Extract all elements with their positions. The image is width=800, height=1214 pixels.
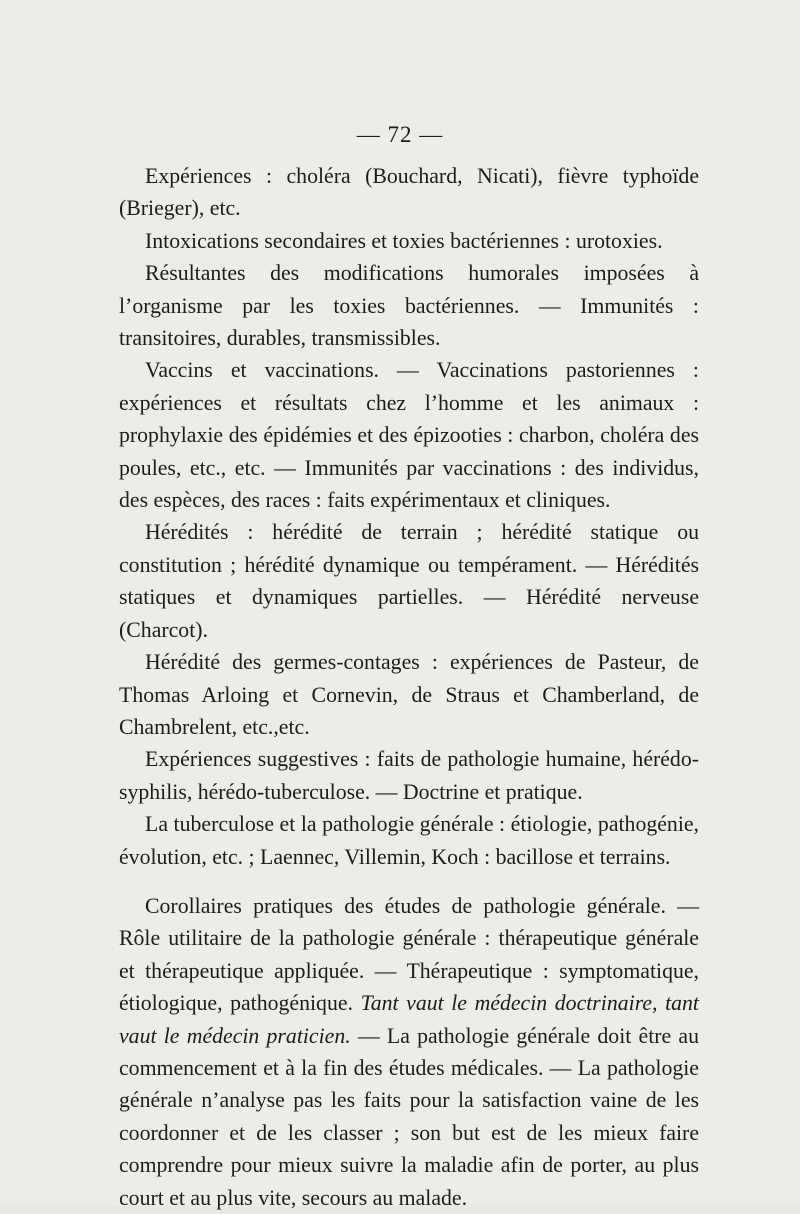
corollaires-text-end: — La pathologie générale doit être au commencement et à la fin des études médicales. — La pathologie générale n’analyse pas les faits pour la satisfaction vaine de les coordonner et de les classer ; son but est de les mieux faire comprendre pour mieux suivre la maladie afin de porter, au plus court et au plus vite, secours au malade.: [119, 1023, 699, 1210]
paragraph-heredite-germes: Hérédité des germes-contages : expériences de Pasteur, de Thomas Arloing et Cornevin, de Straus et Chamberland, de Chambrelent, etc.,etc.: [119, 650, 699, 739]
paragraph-intoxications: Intoxications secondaires et toxies bactériennes : urotoxies.: [145, 228, 663, 253]
paragraph-vaccins: Vaccins et vaccinations. — Vaccinations pastoriennes : expériences et résultats chez l’homme et les animaux : prophylaxie des épidémies et des épizooties : charbon, choléra des poules, etc., etc. — Immunités par vaccinations : des individus, des espèces, des races : faits expérimentaux et cliniques.: [119, 358, 699, 513]
paragraph-heredites: Hérédités : hérédité de terrain ; hérédité statique ou constitution ; hérédité dynamique ou tempérament. — Hérédités statiques et dynamiques partielles. — Hérédité nerveuse (Charcot).: [119, 520, 699, 642]
page-number: — 72 —: [356, 122, 444, 147]
paragraph-tuberculose: La tuberculose et la pathologie générale : étiologie, pathogénie, évolution, etc. ; Laennec, Villemin, Koch : bacillose et terrains.: [119, 812, 699, 869]
body-text: [119, 160, 699, 1214]
paragraph-corollaires: [119, 890, 699, 1214]
paragraph-experiences-suggestives: Expériences suggestives : faits de pathologie humaine, hérédo-syphilis, hérédo-tuberculose. — Doctrine et pratique.: [119, 747, 699, 804]
corollaires-text-start: Corollaires pratiques des études de pathologie générale. — Rôle utilitaire de la pathologie générale : thérapeutique générale et thérapeutique appliquée. — Thérapeutique : symptomatique, étiologique, pathogénique.: [119, 893, 699, 1016]
corollaires-italic-maxim: Tant vaut le médecin doctrinaire, tant vaut le médecin praticien.: [119, 991, 699, 1048]
paragraph-experiences: Expériences : choléra (Bouchard, Nicati), fièvre typhoïde (Brieger), etc.: [119, 164, 699, 221]
paragraph-resultantes: Résultantes des modifications humorales imposées à l’organisme par les toxies bactériennes. — Immunités : transitoires, durables, transmissibles.: [119, 261, 699, 351]
